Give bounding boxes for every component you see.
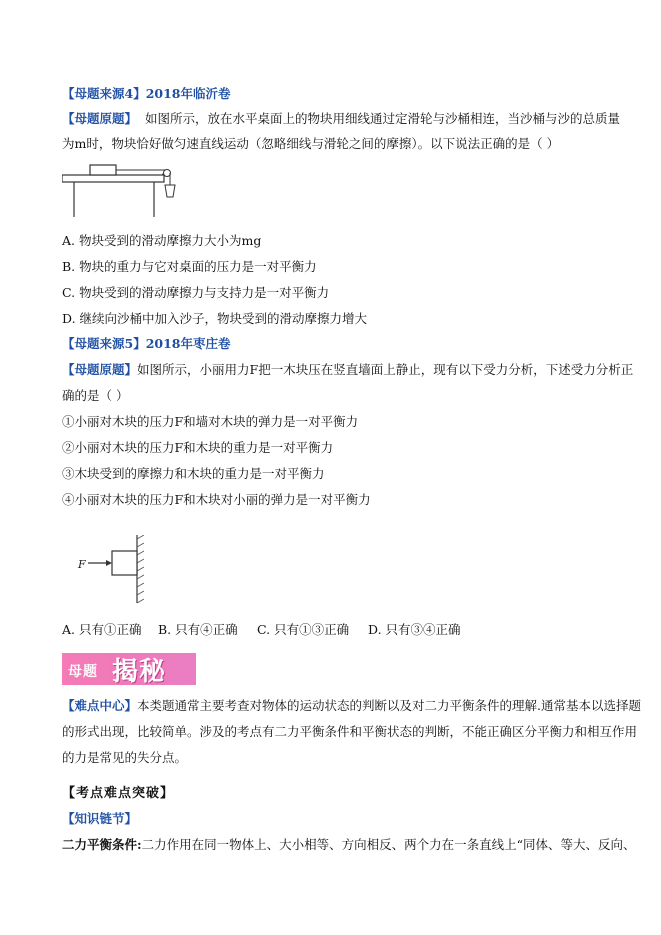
section-banner [62,653,196,685]
source-tag: 【母题来源5】 [62,336,146,351]
question-tag: 【母题原题】 [62,362,138,377]
question-5-line-1 [62,362,633,378]
source-5-heading [62,336,231,352]
breakthrough-heading: 【考点难点突破】 [62,786,175,801]
wall-hatch [137,535,144,603]
banner-big-text: 揭秘 [112,657,167,687]
statement-4: ④小丽对木块的压力F和木块对小丽的弹力是一对平衡力 [62,492,371,507]
wood-block [112,551,137,575]
analysis-line-2: 的形式出现，比较简单。涉及的考点有二力平衡条件和平衡状态的判断，不能正确区分平衡力和相互作用 [62,724,638,739]
q5-option-d: D. 只有③④正确 [368,622,461,637]
statement-2: ②小丽对木块的压力F和木块的重力是一对平衡力 [62,440,334,455]
force-label: F [78,558,86,571]
source-value: 2018年枣庄卷 [145,336,231,351]
banner-small-text: 母题 [68,664,98,680]
question-4-line-2: 为m时，物块恰好做匀速直线运动（忽略细线与滑轮之间的摩擦）。以下说法正确的是（ ） [62,136,560,151]
analysis-line-3: 的力是常见的失分点。 [62,750,188,765]
analysis-text: 本类题通常主要考查对物体的运动状态的判断以及对二力平衡条件的理解.通常基本以选择题 [137,698,641,713]
source-tag: 【母题来源4】 [62,86,146,101]
source-value: 2018年临沂卷 [145,86,231,101]
source-4-heading [62,86,231,102]
statement-3: ③木块受到的摩擦力和木块的重力是一对平衡力 [62,466,325,481]
knowledge-text: 二力作用在同一物体上、大小相等、方向相反、两个力在一条直线上“同体、等大、反向、 [141,837,636,852]
option-a: A. 物块受到的滑动摩擦力大小为mg [62,233,262,248]
option-c: C. 物块受到的滑动摩擦力与支持力是一对平衡力 [62,285,330,300]
statement-1: ①小丽对木块的压力F和墙对木块的弹力是一对平衡力 [62,414,359,429]
sand-bucket [165,185,175,197]
q5-option-c: C. 只有①③正确 [257,622,350,637]
question-5-line-2: 确的是（ ） [62,388,129,403]
pulley-table-figure [62,163,192,218]
analysis-tag: 【难点中心】 [62,698,138,713]
pulley [164,170,171,177]
block [90,165,116,175]
question-4-line-1 [62,111,620,127]
option-b: B. 物块的重力与它对桌面的压力是一对平衡力 [62,259,317,274]
analysis-line-1 [62,698,641,714]
knowledge-heading [62,811,137,827]
table-top [62,175,164,182]
q5-option-b: B. 只有④正确 [158,622,238,637]
question-tag: 【母题原题】 [62,111,138,126]
question-text: 如图所示，放在水平桌面上的物块用细线通过定滑轮与沙桶相连，当沙桶与沙的总质量 [145,111,621,126]
wall-block-figure [74,535,154,605]
option-d: D. 继续向沙桶中加入沙子，物块受到的滑动摩擦力增大 [62,311,368,326]
knowledge-line [62,837,636,853]
q5-option-a: A. 只有①正确 [62,622,142,637]
question-text: 如图所示，小丽用力F把一木块压在竖直墙面上静止，现有以下受力分析，下述受力分析正 [137,362,634,377]
knowledge-tag: 【知识链节】 [62,811,138,826]
knowledge-label: 二力平衡条件: [62,837,142,852]
